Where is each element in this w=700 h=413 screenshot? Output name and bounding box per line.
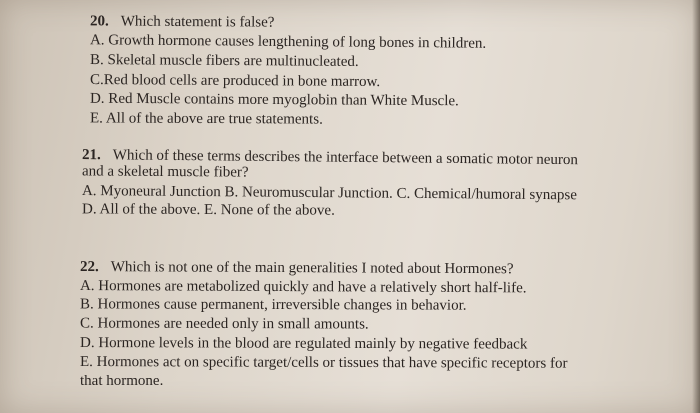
question-20-stem — [90, 12, 275, 31]
question-20-option-b: B. Skeletal muscle fibers are multinucleated. — [89, 52, 359, 70]
question-22-stem — [80, 258, 514, 278]
question-22-option-a: A. Hormones are metabolized quickly and have a relatively short half-life. — [79, 278, 527, 297]
question-20-option-d: D. Red Muscle contains more myoglobin than White Muscle. — [89, 90, 459, 110]
question-number: 21. — [81, 147, 101, 164]
question-22-option-e: E. Hormones act on specific target/cells or tissues that have specific receptors for — [79, 354, 568, 372]
question-stem: Which statement is false? — [120, 13, 275, 31]
question-22-option-e-continued: that hormone. — [80, 373, 164, 389]
question-21-options-line-1: A. Myoneural Junction B. Neuromuscular Junction. C. Chemical/humoral synapse — [81, 183, 577, 204]
question-21-options-line-2: D. All of the above. E. None of the above. — [81, 201, 335, 219]
question-number: 22. — [79, 259, 99, 276]
question-22-option-b: B. Hormones cause permanent, irreversible changes in behavior. — [79, 296, 467, 314]
question-stem: Which of these terms describes the interface between a somatic motor neuron — [112, 147, 579, 169]
question-20-option-e: E. All of the above are true statements. — [89, 110, 323, 128]
question-21-stem-continued: and a skeletal muscle fiber? — [81, 163, 249, 181]
question-number: 20. — [89, 13, 109, 30]
question-22-option-c: C. Hormones are needed only in small amounts. — [79, 315, 369, 333]
question-20-option-a: A. Growth hormone causes lengthening of long bones in children. — [89, 32, 487, 52]
question-22-option-d: D. Hormone levels in the blood are regulated mainly by negative feedback — [79, 335, 528, 353]
question-20-option-c: C.Red blood cells are produced in bone marrow. — [89, 71, 381, 91]
question-stem: Which is not one of the main generalities I noted about Hormones? — [110, 259, 514, 278]
